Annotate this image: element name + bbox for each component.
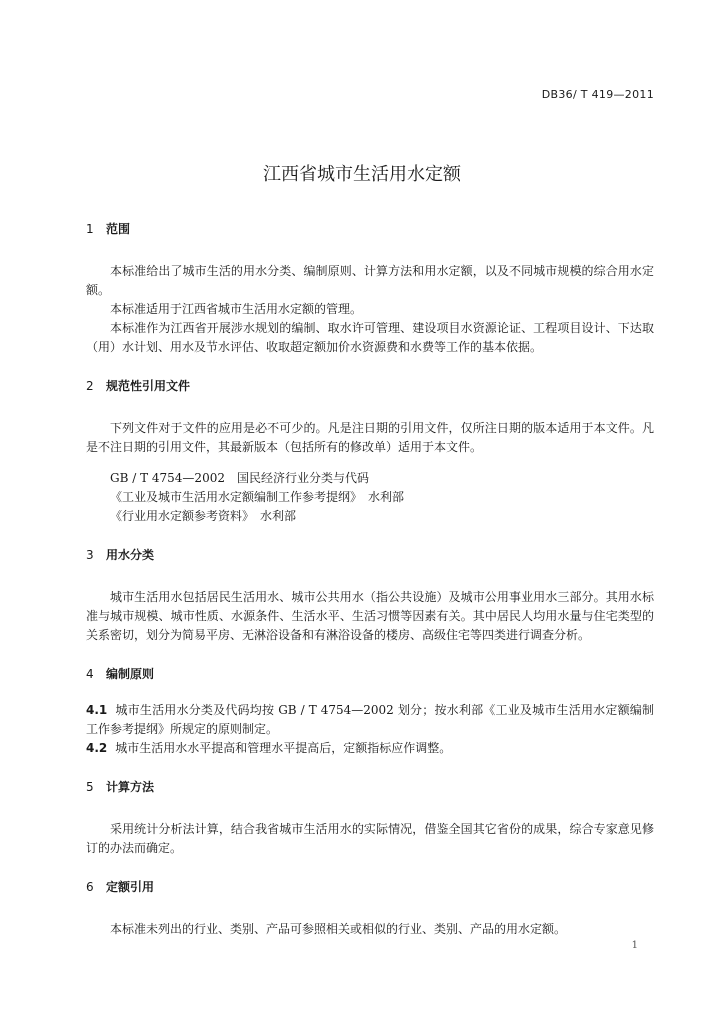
clause-text: 城市生活用水水平提高和管理水平提高后，定额指标应作调整。 [115, 741, 452, 755]
reference-item: GB / T 4754—2002 国民经济行业分类与代码 [110, 471, 369, 485]
section-heading-water-classification [86, 546, 654, 564]
paragraph: 采用统计分析法计算，结合我省城市生活用水的实际情况，借鉴全国其它省份的成果，综合专家意见修订的办法而确定。 [86, 822, 654, 855]
paragraph: 城市生活用水包括居民生活用水、城市公共用水（指公共设施）及城市公用事业用水三部分。其用水标准与城市规模、城市性质、水源条件、生活水平、生活习惯等因素有关。其中居民人均用水量与住宅类型的关系密切，划分为简易平房、无淋浴设备和有淋浴设备的楼房、高级住宅等四类进行调查分析。 [86, 590, 654, 642]
reference-item: 《工业及城市生活用水定额编制工作参考提纲》 水利部 [110, 490, 405, 504]
clause [86, 739, 654, 758]
clause-text: 城市生活用水分类及代码均按 GB / T 4754—2002 划分；按水利部《工业及城市生活用水定额编制工作参考提纲》所规定的原则制定。 [86, 703, 654, 736]
paragraph: 本标准未列出的行业、类别、产品可参照相关或相似的行业、类别、产品的用水定额。 [110, 922, 567, 936]
section-title: 范围 [106, 222, 131, 236]
document-code: DB36/ T 419—2011 [541, 88, 654, 101]
section-number: 6 [86, 880, 94, 894]
document-title: 江西省城市生活用水定额 [263, 164, 461, 185]
clause-number: 4.1 [86, 703, 108, 717]
section-title: 用水分类 [106, 548, 155, 562]
clause [86, 701, 654, 739]
section-number: 4 [86, 667, 94, 681]
section-number: 5 [86, 780, 94, 794]
paragraph: 下列文件对于文件的应用是必不可少的。凡是注日期的引用文件，仅所注日期的版本适用于本文件。凡是不注日期的引用文件，其最新版本（包括所有的修改单）适用于本文件。 [86, 421, 654, 454]
section-title: 计算方法 [106, 780, 155, 794]
paragraph: 本标准适用于江西省城市生活用水定额的管理。 [110, 302, 363, 316]
section-heading-calculation-method [86, 778, 654, 796]
section-title: 规范性引用文件 [106, 379, 191, 393]
section-heading-quota-reference [86, 878, 654, 896]
section-number: 1 [86, 222, 94, 236]
section-title: 编制原则 [106, 667, 155, 681]
paragraph: 本标准作为江西省开展涉水规划的编制、取水许可管理、建设项目水资源论证、工程项目设计、下达取（用）水计划、用水及节水评估、收取超定额加价水资源费和水费等工作的基本依据。 [86, 321, 654, 354]
section-heading-compilation-principles [86, 665, 654, 683]
section-title: 定额引用 [106, 880, 155, 894]
section-number: 2 [86, 379, 94, 393]
document-body [86, 220, 654, 939]
paragraph: 本标准给出了城市生活的用水分类、编制原则、计算方法和用水定额，以及不同城市规模的综合用水定额。 [86, 264, 654, 297]
section-number: 3 [86, 548, 94, 562]
page-number: 1 [631, 940, 638, 951]
section-heading-scope [86, 220, 654, 238]
clause-number: 4.2 [86, 741, 108, 755]
reference-item: 《行业用水定额参考资料》 水利部 [110, 509, 297, 523]
section-heading-normative-references [86, 377, 654, 395]
